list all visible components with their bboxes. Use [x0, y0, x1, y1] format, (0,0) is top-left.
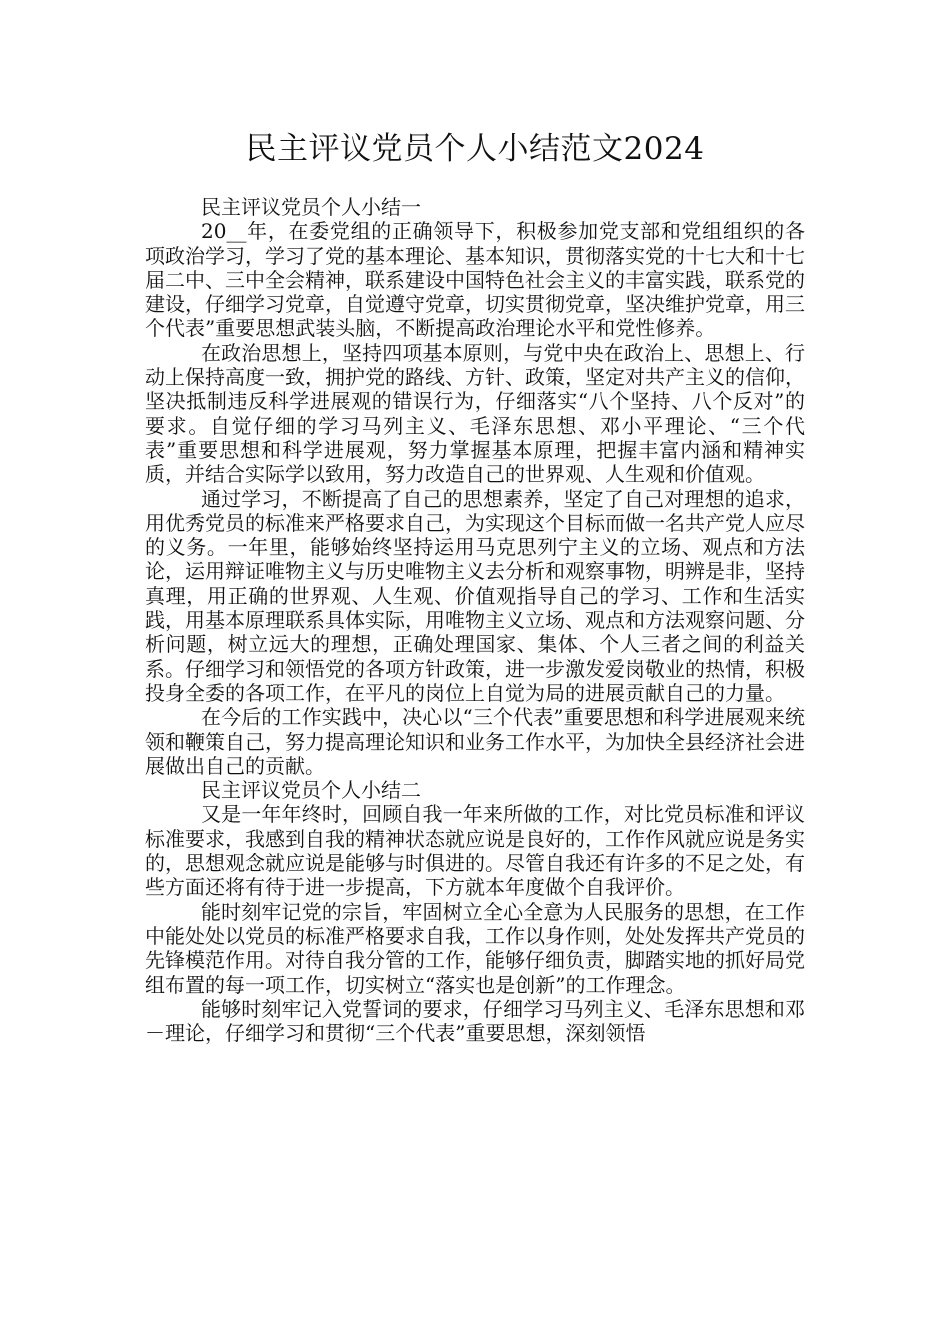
section-heading-2: 民主评议党员个人小结二: [201, 778, 421, 803]
document-title: 民主评议党员个人小结范文2024: [245, 131, 705, 167]
document-page: [145, 125, 805, 1045]
paragraph: 通过学习，不断提高了自己的思想素养，坚定了自己对理想的追求，用优秀党员的标准来严格要求自己，为实现这个目标而做一名共产党人应尽的义务。一年里，能够始终坚持运用马克思列宁主义的立场、观点和方法论，运用辩证唯物主义与历史唯物主义去分析和观察事物，明辨是非，坚持真理，用正确的世界观、人生观、价值观指导自己的学习、工作和生活实践，用基本原理联系具体实际，用唯物主义立场、观点和方法观察问题、分析问题，树立远大的理想，正确处理国家、集体、个人三者之间的利益关系。仔细学习和领悟党的各项方针政策，进一步激发爱岗敬业的热情，积极投身全委的各项工作，在平凡的岗位上自觉为局的进展贡献自己的力量。: [145, 486, 805, 705]
paragraph: 在今后的工作实践中，决心以“三个代表”重要思想和科学进展观来统领和鞭策自己，努力提高理论知识和业务工作水平，为加快全县经济社会进展做出自己的贡献。: [145, 705, 805, 778]
section-heading-1: 民主评议党员个人小结一: [201, 195, 421, 219]
paragraph: 能时刻牢记党的宗旨，牢固树立全心全意为人民服务的思想，在工作中能处处以党员的标准严格要求自我，工作以身作则，处处发挥共产党员的先锋模范作用。对待自我分管的工作，能够仔细负责，脚踏实地的抓好局党组布置的每一项工作，切实树立“落实也是创新”的工作理念。: [145, 899, 805, 997]
paragraph: 20__年，在委党组的正确领导下，积极参加党支部和党组组织的各项政治学习，学习了党的基本理论、基本知识，贯彻落实党的十七大和十七届二中、三中全会精神，联系建设中国特色社会主义的丰富实践，联系党的建设，仔细学习党章，自觉遵守党章，切实贯彻党章，坚决维护党章，用三个代表”重要思想武装头脑，不断提高政治理论水平和党性修养。: [145, 219, 805, 341]
paragraph: 能够时刻牢记入党誓词的要求，仔细学习马列主义、毛泽东思想和邓－理论，仔细学习和贯彻“三个代表”重要思想，深刻领悟: [145, 996, 805, 1046]
paragraph: 在政治思想上，坚持四项基本原则，与党中央在政治上、思想上、行动上保持高度一致，拥护党的路线、方针、政策，坚定对共产主义的信仰，坚决抵制违反科学进展观的错误行为，仔细落实“八个坚持、八个反对”的要求。自觉仔细的学习马列主义、毛泽东思想、邓小平理论、“三个代表”重要思想和科学进展观，努力掌握基本原理，把握丰富内涵和精神实质，并结合实际学以致用，努力改造自己的世界观、人生观和价值观。: [145, 340, 805, 487]
paragraph: 又是一年年终时，回顾自我一年来所做的工作，对比党员标准和评议标准要求，我感到自我的精神状态就应说是良好的，工作作风就应说是务实的，思想观念就应说是能够与时俱进的。尽管自我还有许多的不足之处，有些方面还将有待于进一步提高，下方就本年度做个自我评价。: [145, 802, 805, 900]
